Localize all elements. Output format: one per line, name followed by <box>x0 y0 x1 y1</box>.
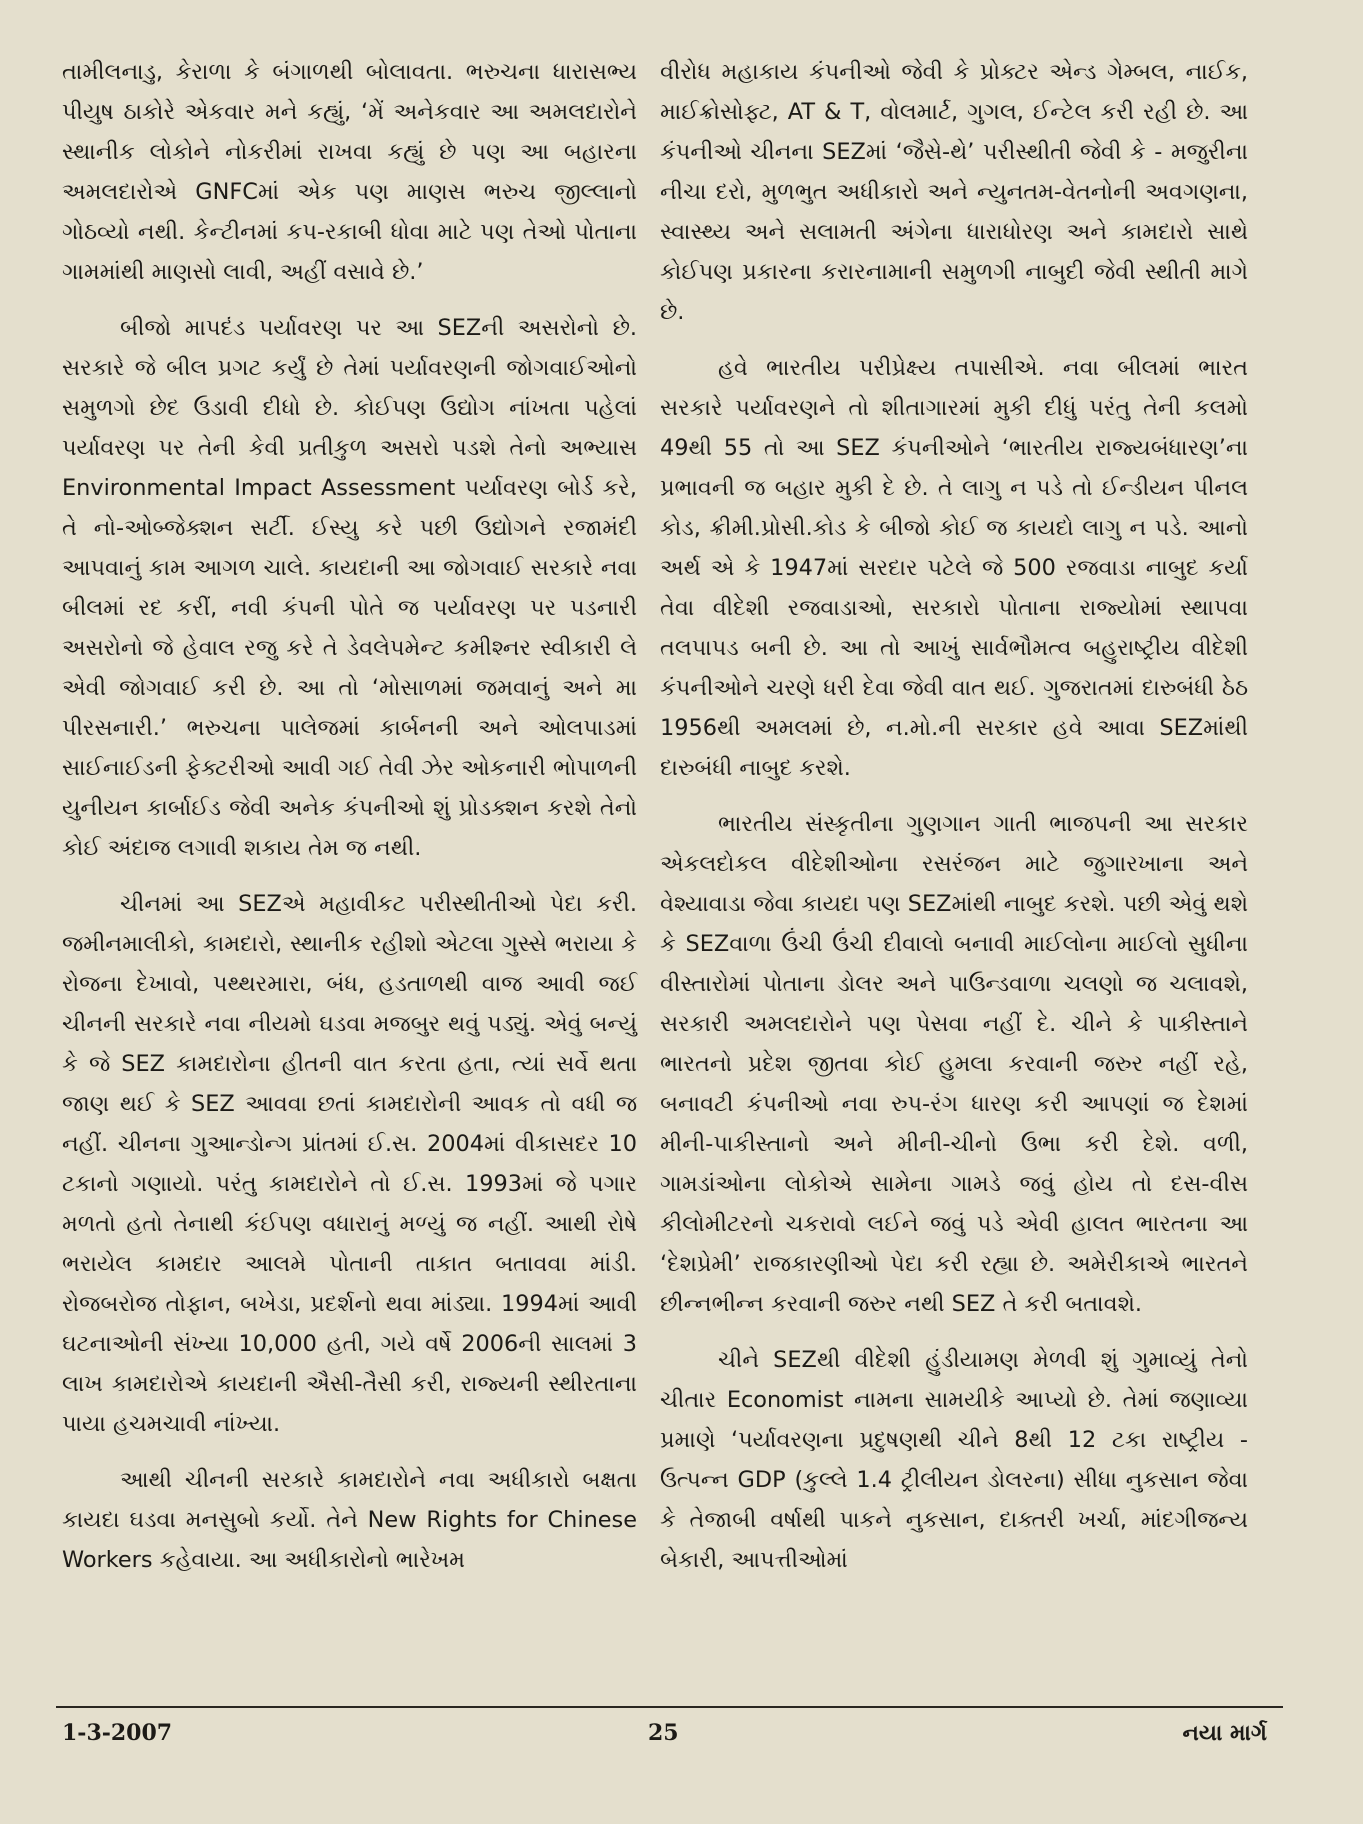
page-number: 25 <box>648 1720 679 1746</box>
paragraph-left-4: આથી ચીનની સરકારે કામદારોને નવા અધીકારો બક્ષતા કાયદા ઘડવા મનસુબો કર્યો. તેને New Rights for Chinese Workers કહેવાયા. આ અધીકારોનો ભારેખમ <box>62 1467 637 1573</box>
footer-divider <box>56 1706 1283 1708</box>
paragraph-left-1: તામીલનાડુ, કેરાળા કે બંગાળથી બોલાવતા. ભરુચના ધારાસભ્ય પીયુષ ઠાકોરે એકવાર મને કહ્યું, ‘મેં અનેકવાર આ અમલદારોને સ્થાનીક લોકોને નોકરીમાં રાખવા કહ્યું છે પણ આ બહારના અમલદારોએ GNFCમાં એક પણ માણસ ભરુચ જીલ્લાનો ગોઠવ્યો નથી. કેન્ટીનમાં કપ-રકાબી ધોવા માટે પણ તેઓ પોતાના ગામમાંથી માણસો લાવી, અહીં વસાવે છે.’ <box>62 59 637 285</box>
right-column <box>660 52 1248 1596</box>
left-column <box>62 52 637 1596</box>
paragraph-right-2: હવે ભારતીય પરીપ્રેક્ષ્ય તપાસીએ. નવા બીલમાં ભારત સરકારે પર્યાવરણને તો શીતાગારમાં મુકી દીધું પરંતુ તેની કલમો 49થી 55 તો આ SEZ કંપનીઓને ‘ભારતીય રાજ્યબંધારણ’ના પ્રભાવની જ બહાર મુકી દે છે. તે લાગુ ન પડે તો ઈન્ડીયન પીનલ કોડ, ક્રીમી.પ્રોસી.કોડ કે બીજો કોઈ જ કાયદો લાગુ ન પડે. આનો અર્થ એ કે 1947માં સરદાર પટેલે જે 500 રજવાડા નાબુદ કર્યા તેવા વીદેશી રજવાડાઓ, સરકારો પોતાના રાજ્યોમાં સ્થાપવા તલપાપડ બની છે. આ તો આખું સાર્વભૌમત્વ બહુરાષ્ટ્રીય વીદેશી કંપનીઓને ચરણે ધરી દેવા જેવી વાત થઈ. ગુજરાતમાં દારુબંધી ઠેઠ 1956થી અમલમાં છે, ન.મો.ની સરકાર હવે આવા SEZમાંથી દારુબંધી નાબુદ કરશે. <box>660 355 1248 781</box>
paragraph-right-3: ભારતીય સંસ્કૃતીના ગુણગાન ગાતી ભાજપની આ સરકાર એકલદોકલ વીદેશીઓના રસરંજન માટે જુગારખાના અને વેશ્યાવાડા જેવા કાયદા પણ SEZમાંથી નાબુદ કરશે. પછી એવું થશે કે SEZવાળા ઉંચી ઉંચી દીવાલો બનાવી માઈલોના માઈલો સુધીના વીસ્તારોમાં પોતાના ડોલર અને પાઉન્ડવાળા ચલણો જ ચલાવશે, સરકારી અમલદારોને પણ પેસવા નહીં દે. ચીને કે પાકીસ્તાને ભારતનો પ્રદેશ જીતવા કોઈ હુમલા કરવાની જરુર નહીં રહે, બનાવટી કંપનીઓ નવા રુપ-રંગ ધારણ કરી આપણાં જ દેશમાં મીની-પાકીસ્તાનો અને મીની-ચીનો ઉભા કરી દેશે. વળી, ગામડાંઓના લોકોએ સામેના ગામડે જવું હોય તો દસ-વીસ કીલોમીટરનો ચકરાવો લઈને જવું પડે એવી હાલત ભારતના આ ‘દેશપ્રેમી’ રાજકારણીઓ પેદા કરી રહ્યા છે. અમેરીકાએ ભારતને છીન્નભીન્ન કરવાની જરુર નથી SEZ તે કરી બતાવશે. <box>660 811 1248 1317</box>
publication-name: નયા માર્ગ <box>1182 1720 1267 1746</box>
paragraph-left-3: ચીનમાં આ SEZએ મહાવીકટ પરીસ્થીતીઓ પેદા કરી. જમીનમાલીકો, કામદારો, સ્થાનીક રહીશો એટલા ગુસ્સે ભરાયા કે રોજના દેખાવો, પથ્થરમારા, બંધ, હડતાળથી વાજ આવી જઈ ચીનની સરકારે નવા નીયમો ઘડવા મજબુર થવું પડ્યું. એવું બન્યું કે જે SEZ કામદારોના હીતની વાત કરતા હતા, ત્યાં સર્વે થતા જાણ થઈ કે SEZ આવવા છતાં કામદારોની આવક તો વધી જ નહીં. ચીનના ગુઆન્ડોન્ગ પ્રાંતમાં ઈ.સ. 2004માં વીકાસદર 10 ટકાનો ગણાયો. પરંતુ કામદારોને તો ઈ.સ. 1993માં જે પગાર મળતો હતો તેનાથી કંઈપણ વધારાનું મળ્યું જ નહીં. આથી રોષે ભરાયેલ કામદાર આલમે પોતાની તાકાત બતાવવા માંડી. રોજબરોજ તોફાન, બખેડા, પ્રદર્શનો થવા માંડ્યા. 1994માં આવી ઘટનાઓની સંખ્યા 10,000 હતી, ગયે વર્ષે 2006ની સાલમાં 3 લાખ કામદારોએ કાયદાની ઐસી-તૈસી કરી, રાજ્યની સ્થીરતાના પાયા હચમચાવી નાંખ્યા. <box>62 891 637 1437</box>
paragraph-right-1: વીરોધ મહાકાય કંપનીઓ જેવી કે પ્રોક્ટર એન્ડ ગેમ્બલ, નાઈક, માઈક્રોસોફ્ટ, AT & T, વોલમાર્ટ, ગુગલ, ઈન્ટેલ કરી રહી છે. આ કંપનીઓ ચીનના SEZમાં ‘જૈસે-થે’ પરીસ્થીતી જેવી કે - મજુરીના નીચા દરો, મુળભુત અધીકારો અને ન્યુનતમ-વેતનોની અવગણના, સ્વાસ્થ્ય અને સલામતી અંગેના ધારાધોરણ અને કામદારો સાથે કોઈપણ પ્રકારના કરારનામાની સમુળગી નાબુદી જેવી સ્થીતી માગે છે. <box>660 59 1248 325</box>
footer-date: 1-3-2007 <box>62 1720 173 1746</box>
paragraph-right-4: ચીને SEZથી વીદેશી હુંડીયામણ મેળવી શું ગુમાવ્યું તેનો ચીતાર Economist નામના સામયીકે આપ્યો છે. તેમાં જણાવ્યા પ્રમાણે ‘પર્યાવરણના પ્રદુષણથી ચીને 8થી 12 ટકા રાષ્ટ્રીય - ઉત્પન્ન GDP (કુલ્લે 1.4 ટ્રીલીયન ડોલરના) સીધા નુકસાન જેવા કે તેજાબી વર્ષાથી પાકને નુકસાન, દાક્તરી ખર્ચા, માંદગીજન્ય બેકારી, આપત્તીઓમાં <box>660 1347 1248 1573</box>
paragraph-left-2: બીજો માપદંડ પર્યાવરણ પર આ SEZની અસરોનો છે. સરકારે જે બીલ પ્રગટ કર્યું છે તેમાં પર્યાવરણની જોગવાઈઓનો સમુળગો છેદ ઉડાવી દીધો છે. કોઈપણ ઉદ્યોગ નાંખતા પહેલાં પર્યાવરણ પર તેની કેવી પ્રતીકુળ અસરો પડશે તેનો અભ્યાસ Environmental Impact Assessment પર્યાવરણ બોર્ડ કરે, તે નો-ઓબ્જેક્શન સર્ટી. ઈસ્યુ કરે પછી ઉદ્યોગને રજામંદી આપવાનું કામ આગળ ચાલે. કાયદાની આ જોગવાઈ સરકારે નવા બીલમાં રદ કરીં, નવી કંપની પોતે જ પર્યાવરણ પર પડનારી અસરોનો જે હેવાલ રજુ કરે તે ડેવલેપમેન્ટ કમીશ્નર સ્વીકારી લે એવી જોગવાઈ કરી છે. આ તો ‘મોસાળમાં જમવાનું અને મા પીરસનારી.’ ભરુચના પાલેજમાં કાર્બનની અને ઓલપાડમાં સાઈનાઈડની ફેક્ટરીઓ આવી ગઈ તેવી ઝેર ઓકનારી ભોપાળની યુનીયન કાર્બાઈડ જેવી અનેક કંપનીઓ શું પ્રોડક્શન કરશે તેનો કોઈ અંદાજ લગાવી શકાય તેમ જ નથી. <box>62 315 637 861</box>
